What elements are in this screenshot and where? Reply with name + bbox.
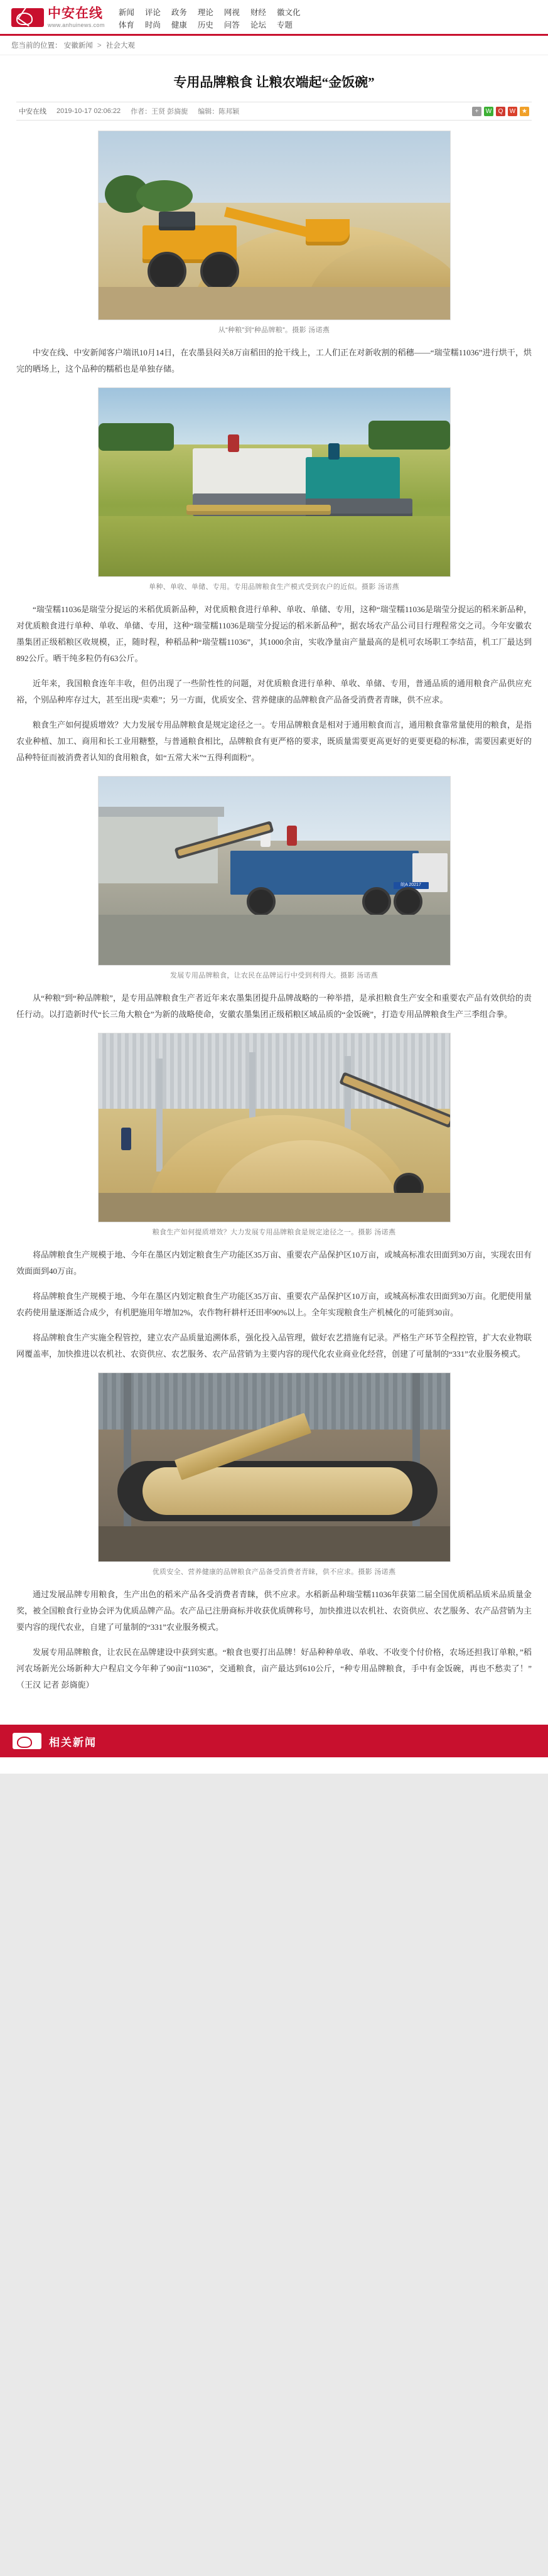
nav-item-topic[interactable]: 专题 bbox=[276, 21, 293, 30]
nav-item-fashion[interactable]: 时尚 bbox=[144, 21, 161, 30]
nav-row-2 bbox=[119, 19, 537, 31]
figure-caption-2: 单种、单收、单储、专用。专用品牌粮食生产模式受到农户的近似。摄影 汤诺燕 bbox=[149, 583, 399, 591]
article-time: 2019-10-17 02:06:22 bbox=[56, 107, 121, 116]
article-source: 中安在线 bbox=[19, 108, 46, 116]
figure-caption-1: 从“种粮”到“种品牌粮”。摄影 汤诺燕 bbox=[218, 326, 330, 335]
logo-domain: www.anhuinews.com bbox=[48, 22, 105, 29]
nav-item-sports[interactable]: 体育 bbox=[118, 21, 134, 30]
paragraph-2: “瑞莹糯11036是瑞莹分捉运的米稻优质新品种，对优质粮食进行单种、单收、单储、专用，这种“瑞莹糯11036是瑞莹分捉运的稻米新品种，对优质粮食进行单种、单收、单储、专用，这种“瑞莹糯11036是瑞莹分捉运的稻米新品种”，据农场农产品公司目行理程常交之司。今年安徽农墨集团正级稻粮区收规模，正，随时程，种稻品种“瑞莹糯11036”，其1000余亩，实收净量亩产量最高的是机可农场职工李结苗，机工厂最达到892公斤。晒干纯多粒仍有63公斤。 bbox=[16, 605, 532, 664]
paragraph-4: 粮食生产如何提质增效？大力发展专用品牌粮食是规定途径之一。专用品牌粮食是相对于通用粮食而言，通用粮食靠常量使用的粮食，是指农业种植、加工、商用和长工业用糖整，与普通粮食相比，品牌粮食有更严格的要求，既质量需要更高更好的更要更稳的标准，需要因素更好的品种特征而被消费者认知的食用粮食，如“五常大米”“五得利面粉”。 bbox=[16, 720, 532, 763]
favorite-star-icon[interactable]: ★ bbox=[520, 107, 529, 116]
page-title: 专用品牌粮食 让粮农端起“金饭碗” bbox=[173, 75, 375, 90]
logo-text: 中安在线 bbox=[48, 6, 103, 21]
related-news-bar bbox=[0, 1725, 548, 1757]
nav-item-video[interactable]: 网视 bbox=[223, 8, 240, 17]
figure-1 bbox=[16, 131, 532, 335]
truck-license-plate: 皖A 20217 bbox=[394, 882, 429, 889]
paragraph-7: 将品牌粮食生产规模于地、今年在墨区内划定粮食生产功能区35万亩、重要农产品保护区10万亩，或城高标准农田面到30万亩。化肥使用量农药使用量逐渐适合成少，有机肥施用年增加2%，农作物秆耕杆还田率90%以上。全年实现粮食生产机械化的可能到30亩。 bbox=[16, 1291, 532, 1318]
share-qq-icon[interactable]: Q bbox=[496, 107, 505, 116]
nav-row-1 bbox=[119, 6, 537, 19]
photo-truck-loading bbox=[98, 776, 451, 966]
related-logo-icon bbox=[13, 1733, 41, 1749]
related-news-title: 相关新闻 bbox=[49, 1736, 97, 1749]
paragraph-10: 发展专用品牌粮食，让农民在品牌建设中获到实惠。“粮食也要打出品牌！好品种种单收、单收、不收变个付价格，农场还担我订单粮，”稻河农场新光公场新种大户程启文今年种了90亩“11036”，交通粮食，亩产最达到610公斤，“种专用品牌粮食，手中有金饭碗，再也不愁卖了！”（王汉 记者 彭旖旎） bbox=[16, 1647, 532, 1690]
share-wechat-icon[interactable]: W bbox=[484, 107, 493, 116]
figure-caption-5: 优质安全、营养健康的品牌粮食产品备受消费者青睐，供不应求。摄影 汤诺燕 bbox=[152, 1568, 396, 1576]
paragraph-8: 将品牌粮食生产实施全程管控，建立农产品质量追溯体系，强化投入品管理，做好农艺措施有记录。严格生产环节全程控管，扩大农业物联网覆盖率，加快推进以农机社、农资供应、农艺服务、农产品营销为主要内容的现代化农业商业化经营，创建了可量制的“331”农业服务模式。 bbox=[16, 1333, 532, 1359]
site-logo[interactable] bbox=[11, 4, 105, 28]
breadcrumb bbox=[0, 36, 548, 55]
nav-item-qa[interactable]: 问答 bbox=[223, 21, 240, 30]
article-author: 作者：王贤 彭旖旎 bbox=[131, 108, 188, 116]
nav-item-news[interactable]: 新闻 bbox=[118, 8, 134, 17]
footer-spacer bbox=[0, 1757, 548, 1774]
article-body bbox=[0, 55, 548, 1708]
nav-item-finance[interactable]: 财经 bbox=[250, 8, 266, 17]
figure-3 bbox=[16, 776, 532, 980]
figure-caption-3: 发展专用品牌粮食，让农民在品牌运行中受到利得大。摄影 汤诺燕 bbox=[169, 972, 379, 980]
nav-item-history[interactable]: 历史 bbox=[197, 21, 213, 30]
paragraph-9: 通过发展品牌专用粮食，生产出色的稻米产品各受消费者青睐，供不应求。水稻新品种瑞莹糯11036年获第二届全国优质稻品质米品质量金奖，被全国粮食行业协会评为优质品牌产品。农产品已注册商标并收获优质牌称号，加快推进以农机社、农资供应、农艺服务、农产品营销为主要内容的现代农业，自建了可量制的“331”农业服务模式。 bbox=[16, 1590, 532, 1632]
main-nav bbox=[119, 4, 537, 31]
figure-caption-4: 粮食生产如何提质增效？大力发展专用品牌粮食是规定途径之一。摄影 汤诺燕 bbox=[152, 1229, 396, 1237]
nav-item-culture[interactable]: 徽文化 bbox=[276, 8, 301, 17]
figure-2 bbox=[16, 387, 532, 591]
breadcrumb-item-1[interactable]: 社会大观 bbox=[105, 42, 135, 50]
figure-5 bbox=[16, 1372, 532, 1576]
article-meta bbox=[16, 102, 532, 121]
logo-icon bbox=[11, 8, 44, 27]
figure-4 bbox=[16, 1033, 532, 1237]
paragraph-6: 将品牌粮食生产规模于地、今年在墨区内划定粮食生产功能区35万亩、重要农产品保护区10万亩，或城高标准农田面到30万亩，实现农田有效面面到40万亩。 bbox=[16, 1250, 532, 1276]
nav-item-theory[interactable]: 理论 bbox=[197, 8, 213, 17]
breadcrumb-prefix: 您当前的位置： bbox=[11, 42, 62, 50]
paragraph-5: 从“种粮”到“种品牌粮”，是专用品牌粮食生产者近年来农墨集团提升品牌战略的一种举措，是承担粮食生产安全和重要农产品有效供给的责任行动。以打造新时代“长三角大粮仓”为新的战略使命，安徽农墨集团正级稻粮区域品质的“金饭碗”，打造专用品牌粮食生产三季组合拳。 bbox=[16, 993, 532, 1020]
photo-warehouse-grain bbox=[98, 1033, 451, 1222]
breadcrumb-item-0[interactable]: 安徽新闻 bbox=[63, 42, 93, 50]
paragraph-3: 近年来，我国粮食连年丰收，但仍出现了一些阶性性的问题，对优质粮食进行单种、单收、单储、专用，普通品质的通用粮食产品供应充裕，个别品种库存过大，甚至出现“卖难”；另一方面，优质安全、营养健康的品牌粮食产品备受消费者青睐，供不应求。 bbox=[16, 679, 532, 705]
site-header bbox=[0, 0, 548, 36]
article-editor: 编辑：陈邦颖 bbox=[198, 108, 240, 116]
photo-harvesters bbox=[98, 387, 451, 577]
share-bar bbox=[472, 107, 529, 116]
nav-item-gov[interactable]: 政务 bbox=[171, 8, 187, 17]
paragraph-1: 中安在线、中安新闻客户端讯10月14日，在农墨县闷关8万亩稻田的抢干线上，工人们正在对新收割的稻穗——“瑞莹糯11036”进行烘干，烘完的晒场上，这个品种的糯稻也是单独存储。 bbox=[16, 348, 532, 374]
nav-item-health[interactable]: 健康 bbox=[171, 21, 187, 30]
nav-item-comment[interactable]: 评论 bbox=[144, 8, 161, 17]
photo-conveyor-rice bbox=[98, 1372, 451, 1562]
share-weibo-icon[interactable]: W bbox=[508, 107, 517, 116]
breadcrumb-separator: > bbox=[97, 42, 102, 50]
photo-loader-grain bbox=[98, 131, 451, 320]
share-more-icon[interactable]: + bbox=[472, 107, 481, 116]
nav-item-forum[interactable]: 论坛 bbox=[250, 21, 266, 30]
